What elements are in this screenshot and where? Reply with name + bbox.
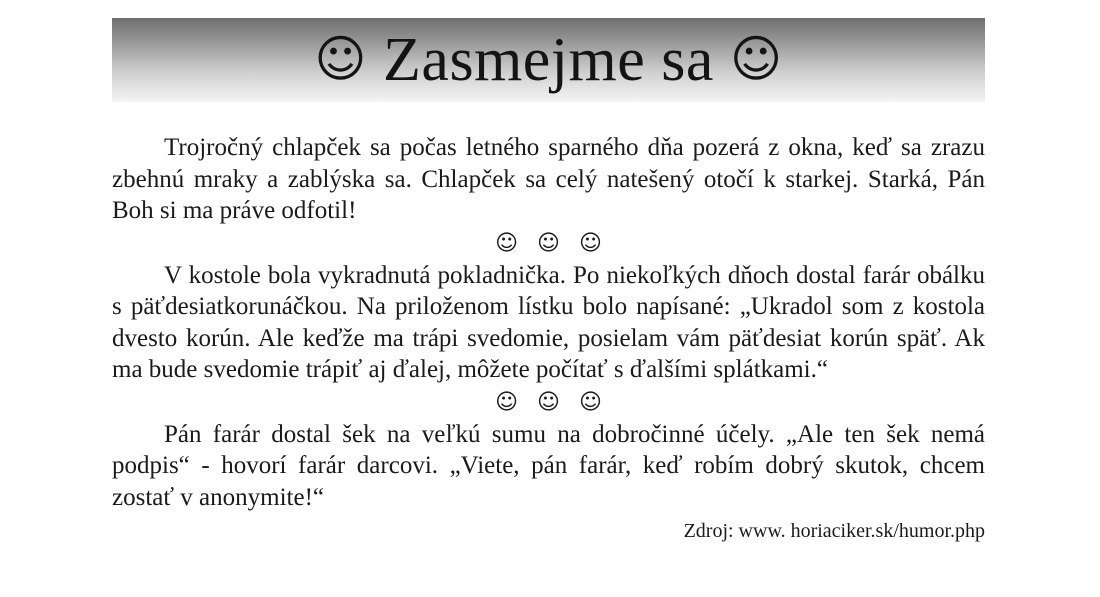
smiley-icon-right: ☺: [729, 30, 783, 88]
article: [112, 18, 985, 543]
smiley-icon-left: ☺: [314, 30, 368, 88]
page-title: [314, 26, 783, 94]
joke-paragraph: Pán farár dostal šek na veľkú sumu na dobročinné účely. „Ale ten šek nemá podpis“ - hovorí farár darcovi. „Viete, pán farár, keď robím dobrý skutok, chcem zostať v anonymite!“: [112, 420, 985, 511]
source-credit: Zdroj: www. horiaciker.sk/humor.php: [683, 520, 985, 542]
title-banner: [112, 18, 985, 102]
smiley-separator: ☺ ☺ ☺: [495, 389, 602, 415]
joke-paragraph: Trojročný chlapček sa počas letného sparného dňa pozerá z okna, keď sa zrazu zbehnú mraky a zablýska sa. Chlapček sa celý natešený otočí k starkej. Starká, Pán Boh si ma práve odfotil!: [112, 134, 985, 224]
jokes-body: [112, 132, 985, 543]
smiley-separator: ☺ ☺ ☺: [495, 230, 602, 256]
joke-paragraph: V kostole bola vykradnutá pokladnička. Po niekoľkých dňoch dostal farár obálku s päťdesiatkorunáčkou. Na priloženom lístku bolo napísané: „Ukradol som z kostola dvesto korún. Ale keďže ma trápi svedomie, posielam vám päťdesiat korún späť. Ak ma bude svedomie trápiť aj ďalej, môžete počítať s ďalšími splátkami.“: [112, 261, 985, 383]
title-text: Zasmejme sa: [383, 26, 714, 94]
